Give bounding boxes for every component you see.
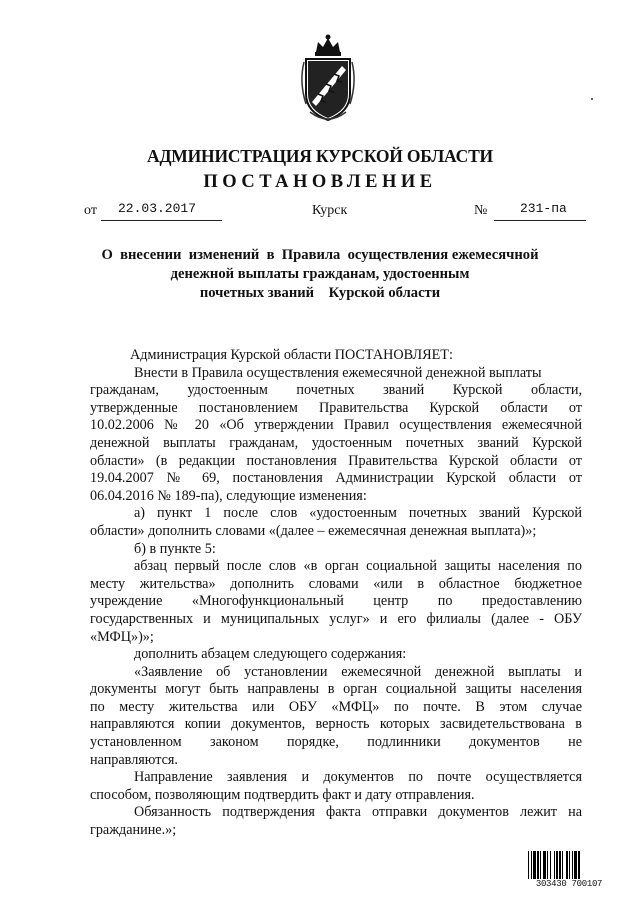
body-line: установленном законом порядке, подлинники документов не bbox=[90, 734, 582, 751]
body-line: месту жительства» дополнить словами «или в областное бюджетное bbox=[90, 575, 582, 592]
body-line: гражданине.»; bbox=[90, 822, 177, 839]
body-line: области» дополнить словами «(далее – ежемесячная денежная выплата)»; bbox=[90, 522, 537, 539]
document-type-title: ПОСТАНОВЛЕНИЕ bbox=[203, 172, 437, 192]
body-line: б) в пункте 5: bbox=[134, 540, 216, 557]
body-line: Обязанность подтверждения факта отправки документов лежит на bbox=[134, 804, 582, 821]
body-line: «МФЦ»)»; bbox=[90, 628, 154, 645]
organization-title: АДМИНИСТРАЦИЯ КУРСКОЙ ОБЛАСТИ bbox=[147, 146, 493, 166]
city-name: Курск bbox=[312, 203, 348, 218]
date-prefix: от bbox=[84, 203, 97, 218]
body-line: 06.04.2016 № 189-па), следующие изменения: bbox=[90, 487, 367, 504]
date-underline bbox=[101, 220, 222, 221]
body-line: документы могут быть направлены в орган социальной защиты населения bbox=[90, 681, 582, 698]
body-line: 10.02.2006 № 20 «Об утверждении Правил осуществления ежемесячной bbox=[90, 417, 582, 434]
body-line: денежной выплаты гражданам, удостоенным почетных званий Курской bbox=[90, 434, 582, 451]
coat-of-arms-icon bbox=[296, 32, 360, 122]
body-line: направляются копии документов, верность которых засвидетельствована в bbox=[90, 716, 582, 733]
scan-speck bbox=[591, 98, 593, 100]
body-line: государственных и муниципальных услуг» и его филиалы (далее - ОБУ bbox=[90, 610, 582, 627]
subject-line: почетных званий Курской области bbox=[199, 285, 441, 301]
body-line: абзац первый после слов «в орган социальной защиты населения по bbox=[134, 558, 582, 575]
number-underline bbox=[494, 220, 586, 221]
document-body bbox=[90, 347, 582, 840]
body-line: направляются. bbox=[90, 751, 178, 768]
subject-line: денежной выплаты гражданам, удостоенным bbox=[170, 266, 470, 282]
barcode-number: 303430 700107 bbox=[526, 879, 612, 889]
document-subject bbox=[60, 246, 580, 303]
body-line: Направление заявления и документов по почте осуществляется bbox=[134, 769, 582, 786]
body-line: дополнить абзацем следующего содержания: bbox=[134, 646, 407, 663]
body-line: области» (в редакции постановления Правительства Курской области от bbox=[90, 452, 582, 469]
body-line: «Заявление об установлении ежемесячной денежной выплаты и bbox=[134, 663, 582, 680]
body-line: гражданам, удостоенным почетных званий Курской области, bbox=[90, 382, 582, 399]
document-number: 231-па bbox=[520, 201, 567, 216]
number-prefix: № bbox=[474, 203, 488, 218]
body-line: утвержденные постановлением Правительства Курской области от bbox=[90, 399, 582, 416]
body-line: по месту жительства или ОБУ «МФЦ» по почте. В этом случае bbox=[90, 698, 582, 715]
body-line: способом, позволяющим подтвердить факт и дату отправления. bbox=[90, 786, 475, 803]
body-line: Внести в Правила осуществления ежемесячной денежной выплаты bbox=[134, 364, 542, 381]
body-line: Администрация Курской области ПОСТАНОВЛЯЕТ: bbox=[130, 347, 453, 363]
body-line: а) пункт 1 после слов «удостоенным почетных званий Курской bbox=[134, 505, 582, 522]
document-date: 22.03.2017 bbox=[118, 201, 197, 216]
body-line: 19.04.2007 № 69, постановления Администрации Курской области от bbox=[90, 470, 582, 487]
subject-line: О внесении изменений в Правила осуществления ежемесячной bbox=[101, 247, 539, 263]
body-line: учреждение «Многофункциональный центр по предоставлению bbox=[90, 593, 582, 610]
